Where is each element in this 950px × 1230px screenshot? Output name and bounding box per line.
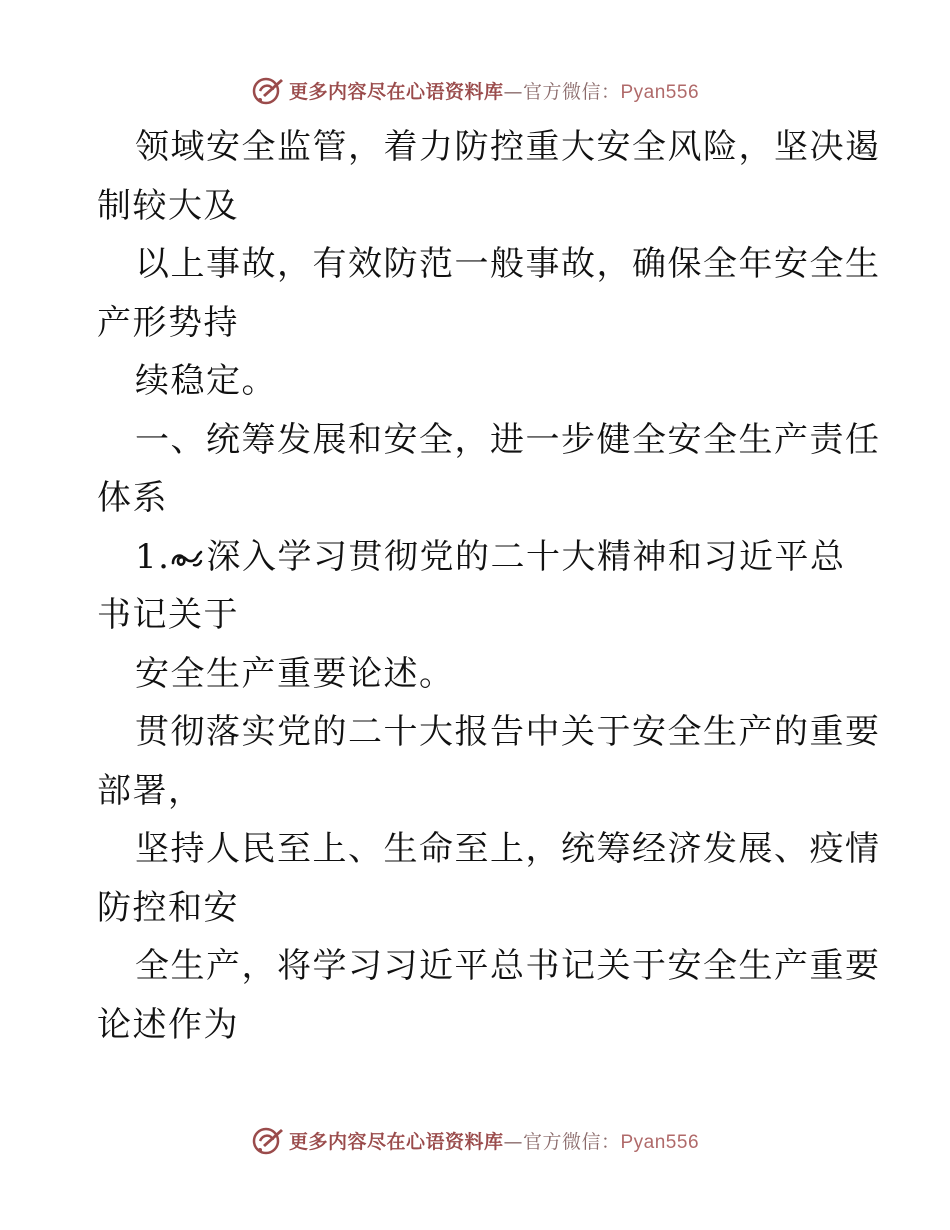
numbered-item: [97, 528, 857, 587]
text-line: 制较大及: [97, 185, 239, 226]
text-line: 贯彻落实党的二十大报告中关于安全生产的重要: [135, 712, 881, 752]
text-line: 领域安全监管，着力防控重大安全风险，坚决遏: [135, 127, 881, 167]
watermark-text: 更多内容尽在心语资料库—官方微信：Pyan556: [288, 80, 700, 103]
watermark-text: 更多内容尽在心语资料库—官方微信：Pyan556: [288, 1130, 700, 1153]
item-text: 深入学习贯彻党的二十大精神和习近平总: [206, 536, 846, 577]
text-line: 全生产，将学习习近平总书记关于安全生产重要: [135, 946, 881, 986]
text-line: 书记关于: [97, 595, 239, 635]
section-heading-continued: 体系: [97, 478, 168, 518]
text-line: 坚持人民至上、生命至上，统筹经济发展、疫情: [135, 829, 881, 869]
heart-pen-logo-icon: [251, 73, 285, 107]
footer-watermark: [0, 1122, 950, 1158]
text-line: 防控和安: [97, 887, 239, 928]
swirl-bullet-icon: [170, 545, 204, 571]
text-line: 续稳定。: [135, 361, 277, 401]
header-watermark: [0, 72, 950, 108]
text-line: 产形势持: [97, 302, 239, 343]
item-number: 1.: [135, 536, 171, 577]
text-line: 以上事故，有效防范一般事故，确保全年安全生: [135, 244, 881, 284]
text-line: 论述作为: [97, 1004, 239, 1045]
document-body: [97, 118, 881, 1054]
text-line: 部署，: [97, 770, 204, 811]
text-line: 安全生产重要论述。: [135, 653, 455, 694]
heart-pen-logo-icon: [251, 1123, 285, 1157]
section-heading: 一、统筹发展和安全，进一步健全安全生产责任: [135, 419, 881, 460]
